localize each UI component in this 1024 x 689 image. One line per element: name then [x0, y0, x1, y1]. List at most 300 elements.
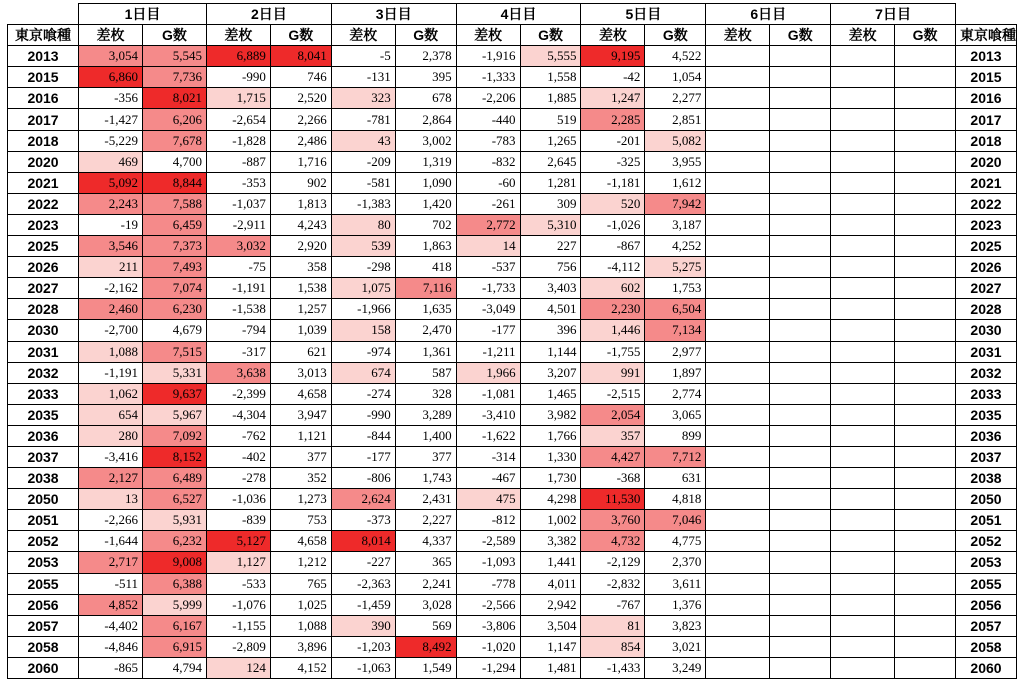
- games-cell: 7,134: [645, 320, 706, 341]
- diff-cell: 1,062: [79, 383, 143, 404]
- games-cell: 621: [270, 341, 331, 362]
- diff-cell: [831, 109, 895, 130]
- model-number-cell: 2020: [956, 151, 1017, 172]
- games-cell: 3,065: [645, 404, 706, 425]
- model-number-cell: 2058: [8, 636, 79, 657]
- games-cell: 7,116: [395, 278, 456, 299]
- games-cell: 3,002: [395, 130, 456, 151]
- model-number-cell: 2022: [956, 193, 1017, 214]
- games-cell: 7,588: [142, 193, 206, 214]
- games-cell: 4,337: [395, 531, 456, 552]
- games-cell: 3,403: [520, 278, 581, 299]
- diff-cell: -839: [206, 510, 270, 531]
- diff-cell: [706, 552, 770, 573]
- diff-column-header: 差枚: [206, 25, 270, 46]
- games-cell: 7,074: [142, 278, 206, 299]
- diff-cell: 158: [331, 320, 395, 341]
- games-cell: 1,330: [520, 446, 581, 467]
- diff-cell: -2,162: [79, 278, 143, 299]
- games-cell: 2,266: [270, 109, 331, 130]
- diff-cell: -274: [331, 383, 395, 404]
- diff-cell: [706, 109, 770, 130]
- model-number-cell: 2056: [956, 594, 1017, 615]
- diff-cell: -812: [456, 510, 520, 531]
- model-number-cell: 2018: [956, 130, 1017, 151]
- games-cell: 3,207: [520, 362, 581, 383]
- games-cell: 377: [270, 446, 331, 467]
- diff-cell: 2,772: [456, 214, 520, 235]
- games-cell: 1,039: [270, 320, 331, 341]
- diff-cell: 520: [581, 193, 645, 214]
- diff-cell: 80: [331, 214, 395, 235]
- games-cell: 3,823: [645, 615, 706, 636]
- diff-cell: -533: [206, 573, 270, 594]
- model-column-header: 東京喰種: [8, 25, 79, 46]
- diff-cell: 539: [331, 236, 395, 257]
- games-cell: 587: [395, 362, 456, 383]
- diff-cell: [706, 214, 770, 235]
- games-cell: [895, 214, 956, 235]
- diff-cell: 2,054: [581, 404, 645, 425]
- diff-cell: -1,020: [456, 636, 520, 657]
- games-cell: 1,730: [520, 468, 581, 489]
- model-number-cell: 2020: [8, 151, 79, 172]
- diff-cell: [706, 299, 770, 320]
- diff-cell: 3,546: [79, 236, 143, 257]
- diff-cell: -1,916: [456, 46, 520, 67]
- model-number-cell: 2038: [956, 468, 1017, 489]
- table-row: [8, 510, 1017, 531]
- table-row: [8, 67, 1017, 88]
- diff-cell: -2,206: [456, 88, 520, 109]
- table-row: [8, 236, 1017, 257]
- diff-cell: -1,081: [456, 383, 520, 404]
- diff-cell: [831, 193, 895, 214]
- corner-cell: [8, 4, 79, 25]
- model-number-cell: 2016: [956, 88, 1017, 109]
- games-cell: [770, 636, 831, 657]
- diff-cell: [831, 151, 895, 172]
- model-number-cell: 2057: [8, 615, 79, 636]
- games-cell: 3,955: [645, 151, 706, 172]
- diff-cell: -1,538: [206, 299, 270, 320]
- diff-cell: -3,049: [456, 299, 520, 320]
- diff-cell: [706, 236, 770, 257]
- games-cell: 4,700: [142, 151, 206, 172]
- diff-cell: -1,459: [331, 594, 395, 615]
- diff-cell: -1,076: [206, 594, 270, 615]
- diff-cell: [831, 214, 895, 235]
- games-cell: 2,470: [395, 320, 456, 341]
- games-cell: [770, 404, 831, 425]
- model-number-cell: 2038: [8, 468, 79, 489]
- games-cell: 1,481: [520, 657, 581, 678]
- table-row: [8, 257, 1017, 278]
- diff-cell: [706, 67, 770, 88]
- games-cell: 1,265: [520, 130, 581, 151]
- diff-cell: -227: [331, 552, 395, 573]
- games-cell: 358: [270, 257, 331, 278]
- diff-cell: [831, 320, 895, 341]
- games-column-header: G数: [270, 25, 331, 46]
- games-cell: [770, 193, 831, 214]
- diff-cell: -353: [206, 172, 270, 193]
- diff-cell: [706, 404, 770, 425]
- model-number-cell: 2035: [956, 404, 1017, 425]
- games-cell: [770, 46, 831, 67]
- games-cell: 4,152: [270, 657, 331, 678]
- games-cell: [770, 446, 831, 467]
- games-cell: 4,794: [142, 657, 206, 678]
- games-cell: 8,492: [395, 636, 456, 657]
- diff-cell: 1,247: [581, 88, 645, 109]
- model-number-cell: 2037: [8, 446, 79, 467]
- diff-cell: [706, 278, 770, 299]
- diff-cell: 124: [206, 657, 270, 678]
- diff-cell: -1,191: [206, 278, 270, 299]
- games-cell: [770, 236, 831, 257]
- diff-cell: -3,410: [456, 404, 520, 425]
- games-cell: 6,167: [142, 615, 206, 636]
- diff-cell: [706, 151, 770, 172]
- diff-cell: -844: [331, 425, 395, 446]
- games-cell: 7,712: [645, 446, 706, 467]
- diff-cell: -1,211: [456, 341, 520, 362]
- diff-cell: -1,026: [581, 214, 645, 235]
- diff-cell: 469: [79, 151, 143, 172]
- diff-cell: [706, 383, 770, 404]
- games-cell: [895, 109, 956, 130]
- games-cell: 4,658: [270, 531, 331, 552]
- diff-cell: [831, 88, 895, 109]
- table-row: [8, 446, 1017, 467]
- diff-cell: 674: [331, 362, 395, 383]
- games-cell: 1,121: [270, 425, 331, 446]
- games-cell: 1,420: [395, 193, 456, 214]
- games-cell: 1,281: [520, 172, 581, 193]
- diff-cell: [831, 615, 895, 636]
- diff-cell: -2,266: [79, 510, 143, 531]
- games-cell: 328: [395, 383, 456, 404]
- diff-cell: -511: [79, 573, 143, 594]
- games-cell: 2,227: [395, 510, 456, 531]
- table-row: [8, 573, 1017, 594]
- games-cell: 1,212: [270, 552, 331, 573]
- games-cell: [770, 552, 831, 573]
- diff-cell: -467: [456, 468, 520, 489]
- diff-cell: [831, 130, 895, 151]
- diff-cell: -278: [206, 468, 270, 489]
- games-cell: 3,187: [645, 214, 706, 235]
- diff-cell: [706, 88, 770, 109]
- diff-cell: 2,243: [79, 193, 143, 214]
- diff-cell: 8,014: [331, 531, 395, 552]
- games-column-header: G数: [395, 25, 456, 46]
- diff-column-header: 差枚: [331, 25, 395, 46]
- diff-cell: -3,806: [456, 615, 520, 636]
- games-cell: [895, 510, 956, 531]
- diff-cell: [706, 46, 770, 67]
- diff-cell: [706, 531, 770, 552]
- diff-cell: -5: [331, 46, 395, 67]
- games-cell: 4,011: [520, 573, 581, 594]
- games-cell: [770, 362, 831, 383]
- games-cell: [895, 236, 956, 257]
- diff-cell: -990: [331, 404, 395, 425]
- games-column-header: G数: [645, 25, 706, 46]
- games-cell: 2,864: [395, 109, 456, 130]
- games-cell: 899: [645, 425, 706, 446]
- games-cell: [895, 299, 956, 320]
- diff-cell: [831, 278, 895, 299]
- games-cell: 309: [520, 193, 581, 214]
- model-number-cell: 2021: [8, 172, 79, 193]
- games-cell: 1,257: [270, 299, 331, 320]
- day-header: 2日目: [206, 4, 331, 25]
- diff-cell: 1,715: [206, 88, 270, 109]
- games-cell: 3,028: [395, 594, 456, 615]
- diff-cell: -2,566: [456, 594, 520, 615]
- table-row: [8, 468, 1017, 489]
- diff-cell: 602: [581, 278, 645, 299]
- table-row: [8, 362, 1017, 383]
- model-number-cell: 2023: [8, 214, 79, 235]
- diff-cell: -867: [581, 236, 645, 257]
- games-cell: 4,252: [645, 236, 706, 257]
- diff-cell: -19: [79, 214, 143, 235]
- games-cell: 1,885: [520, 88, 581, 109]
- diff-cell: 1,075: [331, 278, 395, 299]
- diff-cell: -4,846: [79, 636, 143, 657]
- games-cell: [770, 67, 831, 88]
- diff-cell: 991: [581, 362, 645, 383]
- games-cell: [895, 67, 956, 88]
- diff-cell: 14: [456, 236, 520, 257]
- diff-cell: -42: [581, 67, 645, 88]
- day-header-row: [8, 4, 1017, 25]
- games-cell: 5,555: [520, 46, 581, 67]
- games-cell: [770, 320, 831, 341]
- games-cell: 2,774: [645, 383, 706, 404]
- games-cell: 5,331: [142, 362, 206, 383]
- games-cell: [770, 109, 831, 130]
- games-cell: 765: [270, 573, 331, 594]
- model-number-cell: 2013: [956, 46, 1017, 67]
- diff-cell: -1,755: [581, 341, 645, 362]
- games-cell: 8,021: [142, 88, 206, 109]
- diff-cell: 3,760: [581, 510, 645, 531]
- diff-cell: -2,515: [581, 383, 645, 404]
- diff-cell: [706, 468, 770, 489]
- games-cell: 1,147: [520, 636, 581, 657]
- diff-cell: -2,809: [206, 636, 270, 657]
- games-cell: [895, 362, 956, 383]
- diff-cell: -806: [331, 468, 395, 489]
- diff-cell: [831, 362, 895, 383]
- diff-cell: -368: [581, 468, 645, 489]
- table-row: [8, 278, 1017, 299]
- diff-cell: -794: [206, 320, 270, 341]
- games-cell: 1,465: [520, 383, 581, 404]
- games-cell: 396: [520, 320, 581, 341]
- diff-column-header: 差枚: [581, 25, 645, 46]
- table-row: [8, 172, 1017, 193]
- model-number-cell: 2032: [956, 362, 1017, 383]
- diff-cell: [706, 172, 770, 193]
- games-cell: [895, 257, 956, 278]
- games-cell: [770, 383, 831, 404]
- diff-cell: -317: [206, 341, 270, 362]
- slot-data-table: [7, 3, 1017, 679]
- diff-cell: 9,195: [581, 46, 645, 67]
- diff-cell: -974: [331, 341, 395, 362]
- games-cell: 3,896: [270, 636, 331, 657]
- diff-cell: -60: [456, 172, 520, 193]
- games-cell: [895, 172, 956, 193]
- model-number-cell: 2056: [8, 594, 79, 615]
- games-cell: 2,241: [395, 573, 456, 594]
- diff-cell: 280: [79, 425, 143, 446]
- games-cell: 678: [395, 88, 456, 109]
- games-cell: 2,645: [520, 151, 581, 172]
- games-cell: 395: [395, 67, 456, 88]
- games-cell: [895, 278, 956, 299]
- games-cell: 8,844: [142, 172, 206, 193]
- diff-cell: -832: [456, 151, 520, 172]
- model-number-cell: 2031: [8, 341, 79, 362]
- diff-cell: [706, 573, 770, 594]
- diff-cell: 1,446: [581, 320, 645, 341]
- games-cell: [770, 88, 831, 109]
- diff-cell: -298: [331, 257, 395, 278]
- diff-cell: 11,530: [581, 489, 645, 510]
- diff-cell: [831, 404, 895, 425]
- games-cell: 756: [520, 257, 581, 278]
- games-cell: [770, 257, 831, 278]
- games-cell: 9,008: [142, 552, 206, 573]
- model-number-cell: 2051: [956, 510, 1017, 531]
- day-header: 7日目: [831, 4, 956, 25]
- model-number-cell: 2027: [8, 278, 79, 299]
- model-number-cell: 2027: [956, 278, 1017, 299]
- games-cell: 377: [395, 446, 456, 467]
- diff-cell: [831, 67, 895, 88]
- games-cell: 2,370: [645, 552, 706, 573]
- diff-cell: -781: [331, 109, 395, 130]
- games-cell: 702: [395, 214, 456, 235]
- diff-cell: [706, 594, 770, 615]
- diff-cell: 3,032: [206, 236, 270, 257]
- diff-cell: [831, 510, 895, 531]
- games-cell: 4,658: [270, 383, 331, 404]
- diff-cell: -177: [331, 446, 395, 467]
- diff-cell: -2,700: [79, 320, 143, 341]
- diff-cell: -1,063: [331, 657, 395, 678]
- model-number-cell: 2015: [956, 67, 1017, 88]
- diff-cell: [831, 489, 895, 510]
- diff-cell: -1,181: [581, 172, 645, 193]
- table-row: [8, 320, 1017, 341]
- model-column-header: 東京喰種: [956, 25, 1017, 46]
- diff-cell: 2,127: [79, 468, 143, 489]
- games-cell: 6,206: [142, 109, 206, 130]
- table-row: [8, 531, 1017, 552]
- games-cell: 418: [395, 257, 456, 278]
- games-cell: 1,863: [395, 236, 456, 257]
- games-cell: 7,373: [142, 236, 206, 257]
- games-column-header: G数: [520, 25, 581, 46]
- games-cell: 7,046: [645, 510, 706, 531]
- diff-cell: -1,427: [79, 109, 143, 130]
- diff-cell: 6,860: [79, 67, 143, 88]
- diff-cell: -2,589: [456, 531, 520, 552]
- model-number-cell: 2025: [8, 236, 79, 257]
- day-header: 5日目: [581, 4, 706, 25]
- diff-cell: -990: [206, 67, 270, 88]
- games-cell: 6,232: [142, 531, 206, 552]
- model-number-cell: 2031: [956, 341, 1017, 362]
- diff-cell: -1,644: [79, 531, 143, 552]
- games-cell: 6,527: [142, 489, 206, 510]
- diff-column-header: 差枚: [706, 25, 770, 46]
- diff-cell: [706, 489, 770, 510]
- games-cell: 1,090: [395, 172, 456, 193]
- games-cell: [895, 130, 956, 151]
- diff-cell: -1,191: [79, 362, 143, 383]
- games-cell: [895, 636, 956, 657]
- table-row: [8, 404, 1017, 425]
- games-cell: [770, 657, 831, 678]
- model-number-cell: 2050: [8, 489, 79, 510]
- games-cell: 1,144: [520, 341, 581, 362]
- diff-cell: -887: [206, 151, 270, 172]
- games-cell: [895, 573, 956, 594]
- table-body: [8, 46, 1017, 679]
- diff-cell: -1,294: [456, 657, 520, 678]
- games-cell: [895, 531, 956, 552]
- diff-cell: 13: [79, 489, 143, 510]
- diff-cell: -1,383: [331, 193, 395, 214]
- games-cell: 1,400: [395, 425, 456, 446]
- games-cell: 1,612: [645, 172, 706, 193]
- table-row: [8, 299, 1017, 320]
- model-number-cell: 2028: [956, 299, 1017, 320]
- games-cell: 1,635: [395, 299, 456, 320]
- day-header: 1日目: [79, 4, 207, 25]
- diff-cell: [706, 657, 770, 678]
- diff-cell: 2,460: [79, 299, 143, 320]
- games-cell: 519: [520, 109, 581, 130]
- games-cell: 7,515: [142, 341, 206, 362]
- diff-cell: 4,732: [581, 531, 645, 552]
- games-cell: [770, 510, 831, 531]
- games-cell: 3,021: [645, 636, 706, 657]
- diff-cell: [706, 193, 770, 214]
- diff-cell: -131: [331, 67, 395, 88]
- diff-cell: -537: [456, 257, 520, 278]
- model-number-cell: 2052: [8, 531, 79, 552]
- model-number-cell: 2016: [8, 88, 79, 109]
- games-cell: 5,082: [645, 130, 706, 151]
- games-cell: 4,243: [270, 214, 331, 235]
- games-cell: [895, 404, 956, 425]
- games-cell: 6,388: [142, 573, 206, 594]
- diff-cell: [831, 46, 895, 67]
- games-cell: 3,982: [520, 404, 581, 425]
- games-cell: [770, 278, 831, 299]
- diff-cell: [831, 636, 895, 657]
- table-row: [8, 615, 1017, 636]
